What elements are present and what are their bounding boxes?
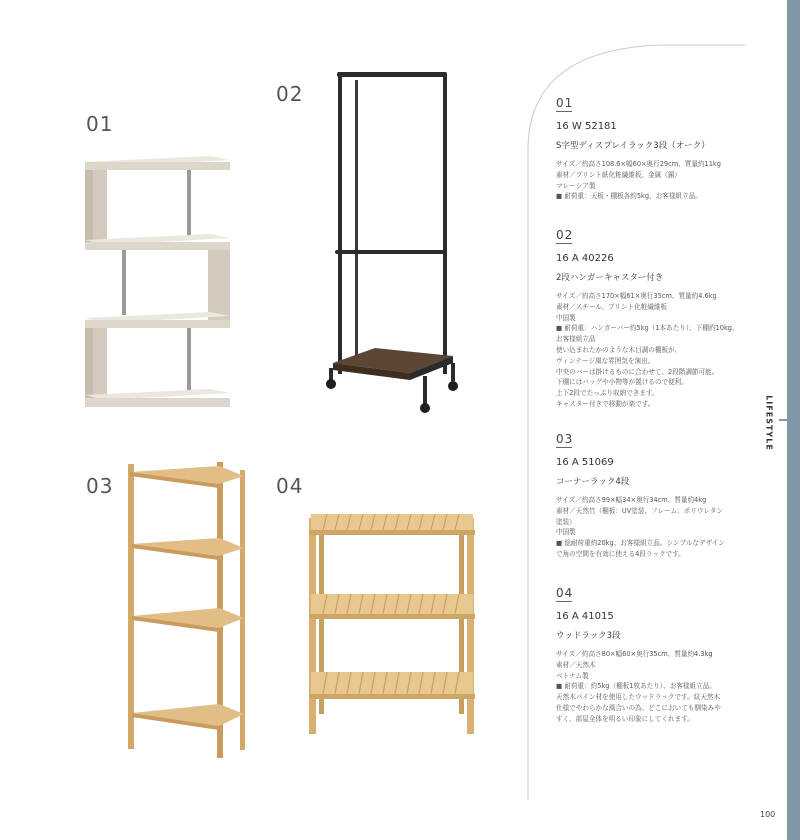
product-3-description: [556, 432, 756, 560]
product-details: サイズ／約高さ108.6×幅60×奥行29cm、質量約11kg 素材／プリント紙化粧繊維板、金属（銅） マレーシア製 ■ 耐荷重：天板・棚板各約5kg、お客様組立品。: [556, 160, 721, 201]
page-number: 100: [760, 810, 776, 819]
product-4-number-label: 04: [276, 474, 304, 498]
product-name: S字型ディスプレイラック3段（オーク）: [556, 141, 710, 151]
product-details: サイズ／約高さ80×幅60×奥行35cm、質量約4.3kg 素材／天然木 ベトナム製 ■ 耐荷重：約5kg（棚板1枚あたり）、お客様組立品。 天然木パイン材を使用したウッドラックです。紋天然木 仕様でやわらかな風合いの為、どこにおいても馴染みや すく、部屋全体を明るい印象にしてくれます。: [556, 650, 721, 723]
product-3-number-label: 03: [86, 474, 114, 498]
product-code: 16 W 52181: [556, 121, 617, 132]
product-number: 02: [556, 228, 574, 242]
corner-rack-image: [122, 458, 252, 763]
s-shaped-rack-image: [80, 150, 235, 420]
product-details: サイズ／約高さ99×幅34×奥行34cm、質量約4kg 素材／天然竹（棚板：UV塗装、フレーム：ポリウレタン 塗装） 中国製 ■ 総耐荷重約20kg、お客様組立品。シンプルなデザイン で角の空間を有効に使える4段ラックです。: [556, 496, 725, 558]
product-name: ウッドラック3段: [556, 631, 621, 641]
number-underline: [556, 111, 572, 112]
product-2-number-label: 02: [276, 82, 304, 106]
product-code: 16 A 40226: [556, 253, 614, 264]
wood-rack-image: [305, 508, 485, 736]
side-notch: [779, 419, 787, 421]
hanger-rack-image: [315, 68, 465, 418]
product-number: 01: [556, 96, 574, 110]
product-code: 16 A 51069: [556, 457, 614, 468]
product-4-description: [556, 586, 756, 725]
product-details: サイズ／約高さ170×幅61×奥行35cm、質量約4.6kg 素材／スチール、プリント化粧繊維板 中国製 ■ 耐荷重：ハンガーバー約5kg（1本あたり）、下棚約10kg、 お客様組立品 使い込まれたかのような木目調の棚板が、 ヴィンテージ風な雰囲気を演出。 中央のバーは掛けるものに合わせて、2段階調節可能。 下棚にはバッグや小物等が置けるので便利。 上下2段でたっぷり収納できます。 キャスター付きで移動が楽です。: [556, 292, 739, 408]
product-name: コーナーラック4段: [556, 477, 630, 487]
product-1-number-label: 01: [86, 112, 114, 136]
number-underline: [556, 447, 572, 448]
number-underline: [556, 601, 572, 602]
product-2-description: [556, 228, 756, 410]
product-name: 2段ハンガーキャスター付き: [556, 273, 664, 283]
number-underline: [556, 243, 572, 244]
product-code: 16 A 41015: [556, 611, 614, 622]
side-accent-bar: [787, 0, 800, 840]
product-number: 04: [556, 586, 574, 600]
section-label: LIFESTYLE: [764, 395, 774, 451]
product-1-description: [556, 96, 756, 202]
product-number: 03: [556, 432, 574, 446]
